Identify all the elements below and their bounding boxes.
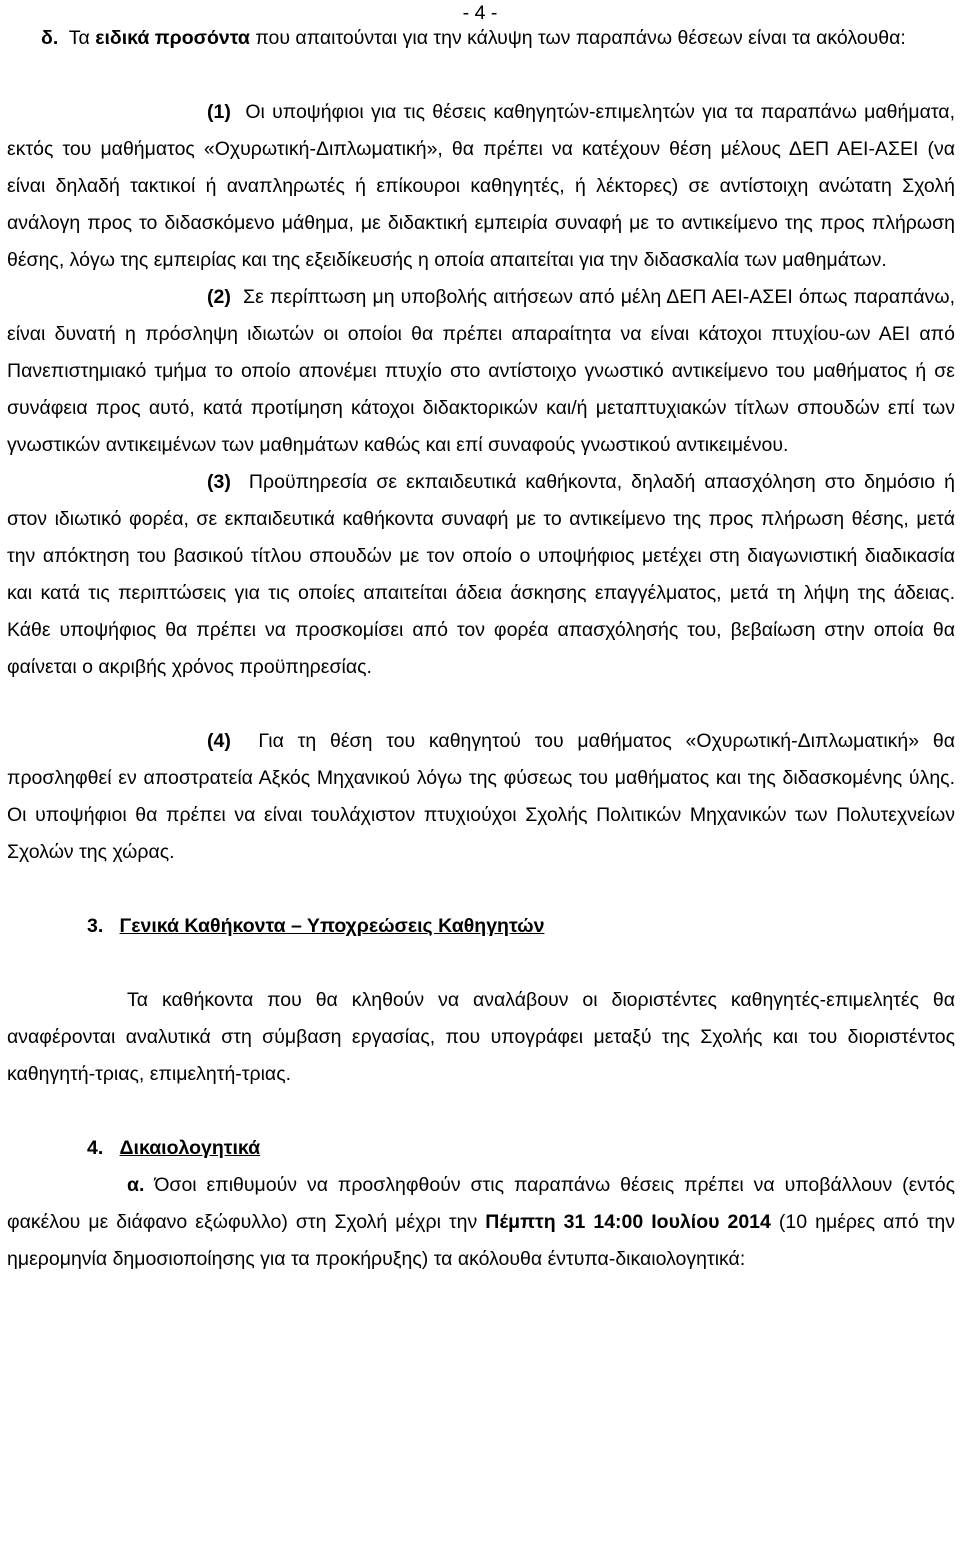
alpha-text-1: Όσοι επιθυμούν να προσληφθούν στις παραπάνω θέσεις πρέπει να υποβάλλουν (εντός φακέλου με διάφανο εξώφυλλο) στη Σχολή μέχρι την: [7, 1174, 955, 1233]
page-number: - 4 -: [462, 2, 498, 24]
paragraph-delta: [7, 20, 955, 57]
alpha-deadline: Πέμπτη 31 14:00 Ιουλίου 2014: [485, 1211, 771, 1233]
paragraph-item-1: [7, 94, 955, 279]
spacer: [7, 57, 955, 94]
alpha-label: α.: [127, 1174, 145, 1196]
section-4-heading: [7, 1130, 955, 1167]
spacer: [7, 1093, 955, 1130]
item-2-text: Σε περίπτωση μη υποβολής αιτήσεων από μέλη ΔΕΠ ΑΕΙ-ΑΣΕΙ όπως παραπάνω, είναι δυνατή η πρόσληψη ιδιωτών οι οποίοι θα πρέπει απαραίτητα να είναι κάτοχοι πτυχίου-ων ΑΕΙ από Πανεπιστημιακό τμήμα το οποίο απονέμει πτυχίο στο αντίστοιχο γνωστικό αντικείμενο του μαθήματος ή σε συνάφεια προς αυτό, κατά προτίμηση κάτοχοι διδακτορικών και/ή μεταπτυχιακών τίτλων σπουδών επί των γνωστικών αντικειμένων των μαθημάτων καθώς και επί συναφούς γνωστικού αντικειμένου.: [7, 286, 955, 456]
item-1-text: Οι υποψήφιοι για τις θέσεις καθηγητών-επιμελητών για τα παραπάνω μαθήματα, εκτός του μαθήματος «Οχυρωτική-Διπλωματική», θα πρέπει να κατέχουν θέση μέλους ΔΕΠ ΑΕΙ-ΑΣΕΙ (να είναι δηλαδή τακτικοί ή αναπληρωτές ή επίκουροι καθηγητές, ή λέκτορες) σε αντίστοιχη ανώτατη Σχολή ανάλογη προς το διδασκόμενο μάθημα, με διδακτική εμπειρία συναφή με το αντικείμενο της προς πλήρωση θέσης, λόγω της εμπειρίας και της εξειδίκευσής η οποία απαιτείται για την διδασκαλία των μαθημάτων.: [7, 101, 955, 271]
delta-lead: Τα: [68, 27, 90, 49]
item-4-label: (4): [207, 730, 231, 752]
paragraph-item-4: [7, 723, 955, 871]
section-4-number: 4.: [87, 1137, 104, 1159]
section-4-alpha: [7, 1167, 955, 1278]
item-3-text: Προϋπηρεσία σε εκπαιδευτικά καθήκοντα, δηλαδή απασχόληση στο δημόσιο ή στον ιδιωτικό φορέα, σε εκπαιδευτικά καθήκοντα συναφή με το αντικείμενο της προς πλήρωση θέσης, μετά την απόκτηση του βασικού τίτλου σπουδών με τον οποίο ο υποψήφιος μετέχει στη διαγωνιστική διαδικασία και κατά τις περιπτώσεις για τις οποίες απαιτείται άδεια άσκησης επαγγέλματος, μετά τη λήψη της άδειας. Κάθε υποψήφιος θα πρέπει να προσκομίσει από τον φορέα απασχόλησής του, βεβαίωση στην οποία θα φαίνεται ο ακριβής χρόνος προϋπηρεσίας.: [7, 471, 955, 678]
delta-bold: ειδικά προσόντα: [95, 27, 250, 49]
section-3-heading: [7, 908, 955, 945]
item-2-label: (2): [207, 286, 231, 308]
section-3-title: Γενικά Καθήκοντα – Υποχρεώσεις Καθηγητών: [119, 915, 545, 937]
paragraph-item-2: [7, 279, 955, 464]
delta-label: δ.: [41, 27, 59, 49]
item-1-label: (1): [207, 101, 231, 123]
spacer: [7, 871, 955, 908]
section-4-title: Δικαιολογητικά: [119, 1137, 261, 1159]
alpha-text-2: (10 ημέρες από την ημερομηνία δημοσιοποίησης για τα προκήρυξης) τα ακόλουθα έντυπα-δικαιολογητικά:: [7, 1211, 955, 1270]
paragraph-item-3: [7, 464, 955, 686]
section-3-number: 3.: [87, 915, 104, 937]
item-4-text: Για τη θέση του καθηγητού του μαθήματος «Οχυρωτική-Διπλωματική» θα προσληφθεί εν αποστρατεία Αξκός Μηχανικού λόγω της φύσεως του μαθήματος και της διδασκομένης ύλης. Οι υποψήφιοι θα πρέπει να είναι τουλάχιστον πτυχιούχοι Σχολής Πολιτικών Μηχανικών των Πολυτεχνείων Σχολών της χώρας.: [7, 730, 955, 863]
item-3-label: (3): [207, 471, 231, 493]
section-3-text: Τα καθήκοντα που θα κληθούν να αναλάβουν οι διοριστέντες καθηγητές-επιμελητές θα αναφέρονται αναλυτικά στη σύμβαση εργασίας, που υπογράφει μεταξύ της Σχολής και του διοριστέντος καθηγητή-τριας, επιμελητή-τριας.: [7, 989, 955, 1085]
delta-rest: που απαιτούνται για την κάλυψη των παραπάνω θέσεων είναι τα ακόλουθα:: [255, 27, 906, 49]
spacer: [7, 945, 955, 982]
document-body: [7, 20, 955, 1278]
spacer: [7, 686, 955, 723]
